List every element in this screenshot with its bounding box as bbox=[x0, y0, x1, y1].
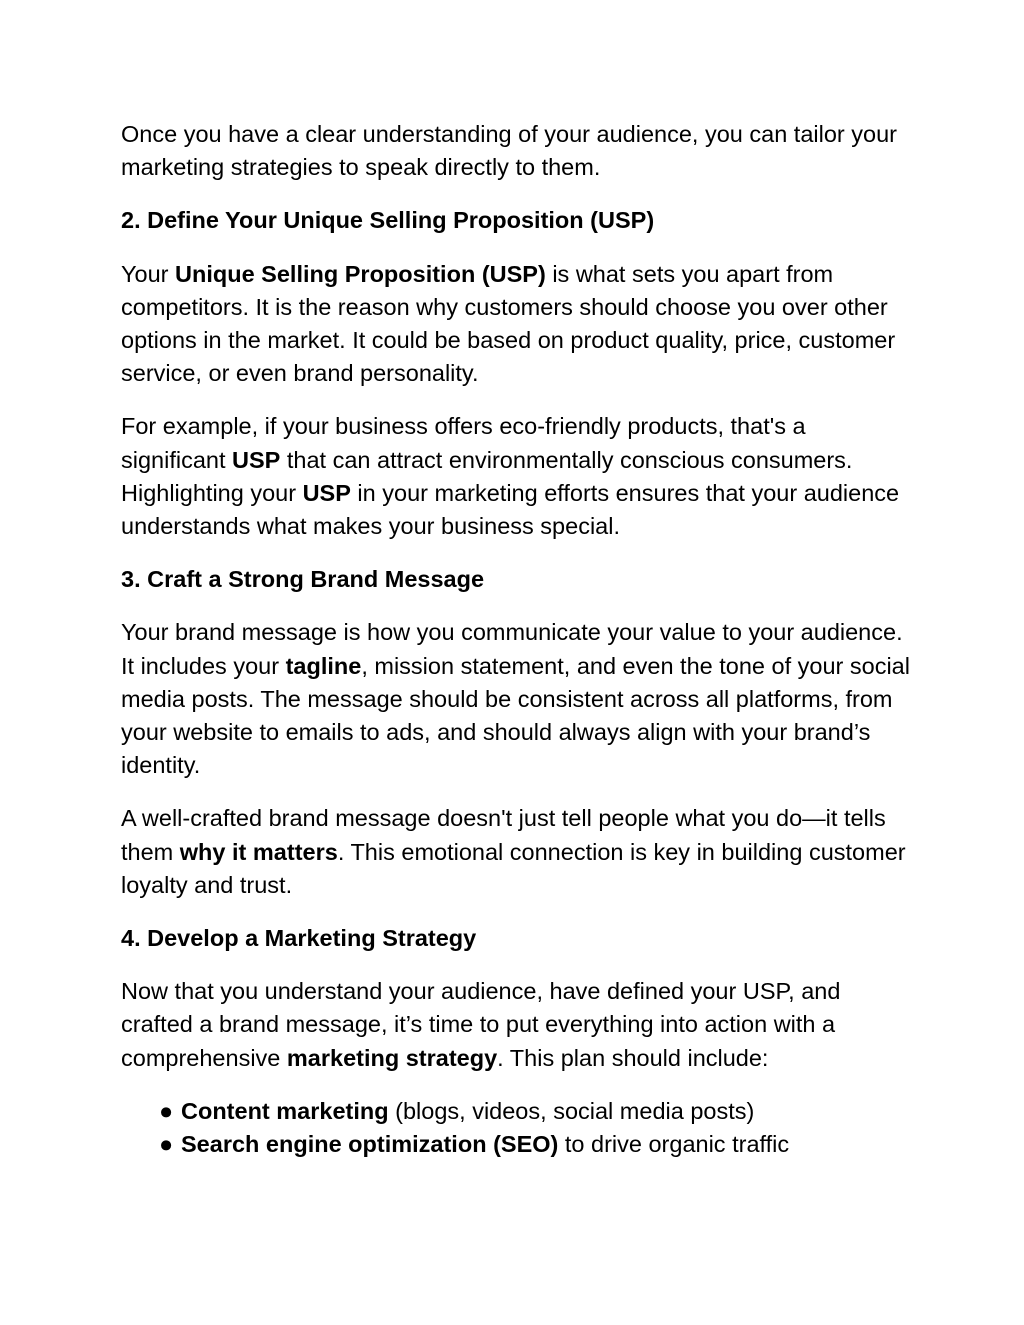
strategy-list bbox=[121, 1095, 914, 1161]
bullet-icon: ● bbox=[159, 1131, 174, 1158]
bold-term: USP bbox=[232, 446, 281, 473]
bold-term: Search engine optimization (SEO) bbox=[181, 1131, 559, 1158]
text-run: . This emotional connection is key in building customer loyalty and trust. bbox=[121, 838, 906, 898]
text-run: in your marketing efforts ensures that your audience understands what makes your business special. bbox=[121, 479, 900, 540]
bold-term: why it matters bbox=[179, 838, 338, 865]
brand-paragraph-2 bbox=[121, 802, 914, 902]
text-run: A well-crafted brand message doesn't just tell people what you do—it tells them bbox=[121, 805, 886, 865]
text-run: For example, if your business offers eco-friendly products, that's a significant bbox=[121, 413, 806, 473]
bold-term: Content marketing bbox=[181, 1097, 389, 1124]
text-run: (blogs, videos, social media posts) bbox=[388, 1097, 755, 1124]
strategy-paragraph bbox=[121, 975, 914, 1075]
usp-paragraph-1 bbox=[121, 258, 914, 391]
bullet-icon: ● bbox=[159, 1097, 174, 1124]
bold-term: tagline bbox=[285, 652, 362, 679]
text-run: Your bbox=[121, 260, 176, 287]
text-run: to drive organic traffic bbox=[558, 1131, 790, 1158]
bold-term: Unique Selling Proposition (USP) bbox=[175, 260, 546, 287]
brand-heading: 3. Craft a Strong Brand Message bbox=[121, 566, 485, 593]
text-run: , mission statement, and even the tone of your social media posts. The message should be consistent across all platforms, from your website to emails to ads, and should always align with your brand’s identity. bbox=[121, 652, 910, 779]
text-run: Now that you understand your audience, have defined your USP, and crafted a brand message, it’s time to put everything into action with a comprehensive bbox=[121, 978, 841, 1071]
text-run: Your brand message is how you communicate your value to your audience. It includes your bbox=[121, 619, 903, 679]
intro-paragraph: Once you have a clear understanding of your audience, you can tailor your marketing strategies to speak directly to them. bbox=[121, 121, 897, 181]
list-item bbox=[159, 1095, 914, 1128]
text-run: is what sets you apart from competitors. It is the reason why customers should choose you over other options in the market. It could be based on product quality, price, customer service, or even brand personality. bbox=[121, 260, 896, 387]
bold-term: USP bbox=[302, 479, 351, 506]
bold-term: marketing strategy bbox=[286, 1044, 498, 1071]
text-run: that can attract environmentally conscious consumers. Highlighting your bbox=[121, 446, 853, 506]
list-item bbox=[159, 1128, 914, 1161]
strategy-heading: 4. Develop a Marketing Strategy bbox=[121, 925, 477, 952]
usp-paragraph-2 bbox=[121, 410, 914, 543]
brand-paragraph-1 bbox=[121, 616, 914, 782]
usp-heading: 2. Define Your Unique Selling Proposition (USP) bbox=[121, 207, 655, 234]
text-run: . This plan should include: bbox=[497, 1044, 769, 1071]
